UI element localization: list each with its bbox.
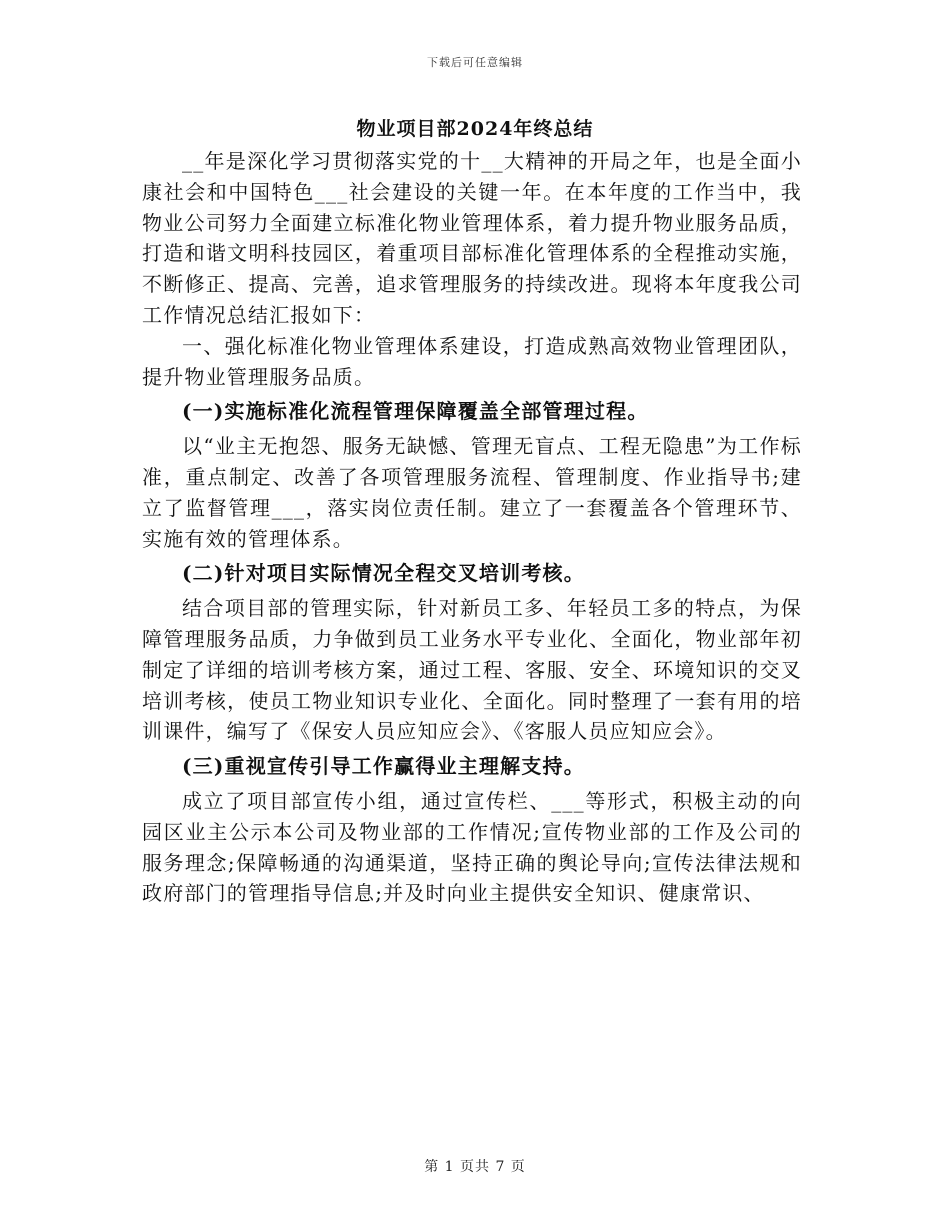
- intro-paragraph: __年是深化学习贯彻落实党的十__大精神的开局之年，也是全面小康社会和中国特色___社会建设的关键一年。在本年度的工作当中，我物业公司努力全面建立标准化物业管理体系，着力提升物业服务品质，打造和谐文明科技园区，着重项目部标准化管理体系的全程推动实施，不断修正、提高、完善，追求管理服务的持续改进。现将本年度我公司工作情况总结汇报如下：: [142, 149, 802, 327]
- subsection-paragraph-3: 成立了项目部宣传小组，通过宣传栏、___等形式，积极主动的向园区业主公示本公司及物业部的工作情况;宣传物业部的工作及公司的服务理念;保障畅通的沟通渠道，坚持正确的舆论导向;宣传法律法规和政府部门的管理指导信息;并及时向业主提供安全知识、健康常识、: [142, 788, 802, 906]
- page-header-note: 下载后可任意编辑: [427, 56, 523, 69]
- subsection-paragraph-2: 结合项目部的管理实际，针对新员工多、年轻员工多的特点，为保障管理服务品质，力争做到员工业务水平专业化、全面化，物业部年初制定了详细的培训考核方案，通过工程、客服、安全、环境知识的交叉培训考核，使员工物业知识专业化、全面化。同时整理了一套有用的培训课件，编写了《保安人员应知应会》、《客服人员应知应会》。: [142, 596, 802, 744]
- page-number-footer: 第 1 页共 7 页: [424, 1159, 526, 1175]
- document-title: 物业项目部2024年终总结: [356, 118, 594, 140]
- subsection-heading-1: (一)实施标准化流程管理保障覆盖全部管理过程。: [182, 399, 649, 424]
- subsection-paragraph-1: 以“业主无抱怨、服务无缺憾、管理无盲点、工程无隐患”为工作标准，重点制定、改善了各项管理服务流程、管理制度、作业指导书;建立了监督管理___，落实岗位责任制。建立了一套覆盖各个管理环节、实施有效的管理体系。: [142, 434, 802, 551]
- subsection-heading-2: (二)针对项目实际情况全程交叉培训考核。: [182, 561, 585, 586]
- section-one-paragraph: 一、强化标准化物业管理体系建设，打造成熟高效物业管理团队，提升物业管理服务品质。: [142, 333, 802, 389]
- document-body: [142, 146, 802, 909]
- subsection-heading-3: (三)重视宣传引导工作赢得业主理解支持。: [182, 754, 585, 779]
